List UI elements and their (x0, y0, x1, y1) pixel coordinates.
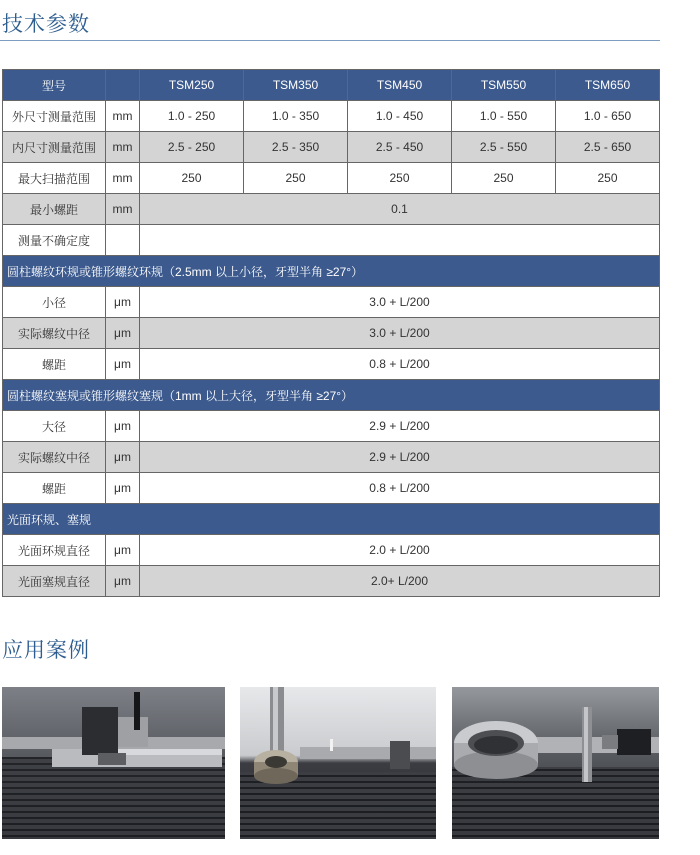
model-tsm350: TSM350 (244, 70, 348, 101)
row-label: 光面塞规直径 (3, 566, 106, 597)
table-row (3, 163, 660, 194)
section-title: 圆柱螺纹环规或锥形螺纹环规（2.5mm 以上小径，牙型半角 ≥27°） (3, 256, 660, 287)
row-unit: μm (106, 566, 140, 597)
table-row (3, 566, 660, 597)
table-row (3, 132, 660, 163)
row-label: 螺距 (3, 473, 106, 504)
row-label: 实际螺纹中径 (3, 442, 106, 473)
cell-value: 2.5 - 450 (348, 132, 452, 163)
cell-value: 1.0 - 350 (244, 101, 348, 132)
cell-value: 1.0 - 450 (348, 101, 452, 132)
cell-value: 1.0 - 650 (556, 101, 660, 132)
measurement-setup-photo (2, 687, 225, 839)
row-unit: mm (106, 101, 140, 132)
section-title: 圆柱螺纹塞规或锥形螺纹塞规（1mm 以上大径，牙型半角 ≥27°） (3, 380, 660, 411)
cell-value: 0.8 + L/200 (140, 349, 660, 380)
table-row (3, 349, 660, 380)
cell-value: 2.0 + L/200 (140, 535, 660, 566)
cell-value (140, 225, 660, 256)
cell-value: 3.0 + L/200 (140, 287, 660, 318)
table-row (3, 194, 660, 225)
row-label: 实际螺纹中径 (3, 318, 106, 349)
table-row (3, 535, 660, 566)
plain-ring-gauge-photo (452, 687, 659, 839)
section-header-ring-gauge (3, 256, 660, 287)
header-label: 型号 (3, 70, 106, 101)
row-label: 外尺寸测量范围 (3, 101, 106, 132)
table-row (3, 318, 660, 349)
section-header-plug-gauge (3, 380, 660, 411)
cell-value: 2.5 - 650 (556, 132, 660, 163)
cell-value: 2.5 - 550 (452, 132, 556, 163)
table-row (3, 473, 660, 504)
cell-value: 0.1 (140, 194, 660, 225)
row-label: 测量不确定度 (3, 225, 106, 256)
table-header-row (3, 70, 660, 101)
cell-value: 250 (452, 163, 556, 194)
row-unit: μm (106, 287, 140, 318)
row-unit: μm (106, 442, 140, 473)
row-label: 螺距 (3, 349, 106, 380)
table-row (3, 442, 660, 473)
cell-value: 1.0 - 250 (140, 101, 244, 132)
thread-ring-gauge-photo (240, 687, 436, 839)
cell-value: 1.0 - 550 (452, 101, 556, 132)
cell-value: 2.0+ L/200 (140, 566, 660, 597)
cell-value: 250 (140, 163, 244, 194)
cell-value: 250 (556, 163, 660, 194)
cell-value: 2.5 - 250 (140, 132, 244, 163)
table-row (3, 287, 660, 318)
table-row (3, 225, 660, 256)
cell-value: 250 (348, 163, 452, 194)
row-unit: μm (106, 411, 140, 442)
table-row (3, 101, 660, 132)
row-unit (106, 225, 140, 256)
header-unit (106, 70, 140, 101)
row-unit: mm (106, 194, 140, 225)
model-tsm550: TSM550 (452, 70, 556, 101)
section-title-applications: 应用案例 (2, 638, 90, 662)
model-tsm650: TSM650 (556, 70, 660, 101)
cell-value: 0.8 + L/200 (140, 473, 660, 504)
row-label: 小径 (3, 287, 106, 318)
row-unit: μm (106, 318, 140, 349)
cell-value: 250 (244, 163, 348, 194)
cell-value: 2.9 + L/200 (140, 442, 660, 473)
section-header-plain-gauge (3, 504, 660, 535)
row-label: 大径 (3, 411, 106, 442)
cell-value: 2.5 - 350 (244, 132, 348, 163)
section-title: 光面环规、塞规 (3, 504, 660, 535)
spec-table (2, 69, 660, 597)
model-tsm450: TSM450 (348, 70, 452, 101)
cell-value: 2.9 + L/200 (140, 411, 660, 442)
model-tsm250: TSM250 (140, 70, 244, 101)
row-label: 最小螺距 (3, 194, 106, 225)
row-unit: mm (106, 132, 140, 163)
row-label: 内尺寸测量范围 (3, 132, 106, 163)
row-label: 最大扫描范围 (3, 163, 106, 194)
cell-value: 3.0 + L/200 (140, 318, 660, 349)
row-unit: μm (106, 473, 140, 504)
row-unit: μm (106, 349, 140, 380)
table-row (3, 411, 660, 442)
row-unit: μm (106, 535, 140, 566)
title-divider (0, 40, 660, 41)
section-title-specs: 技术参数 (2, 12, 90, 36)
row-label: 光面环规直径 (3, 535, 106, 566)
row-unit: mm (106, 163, 140, 194)
